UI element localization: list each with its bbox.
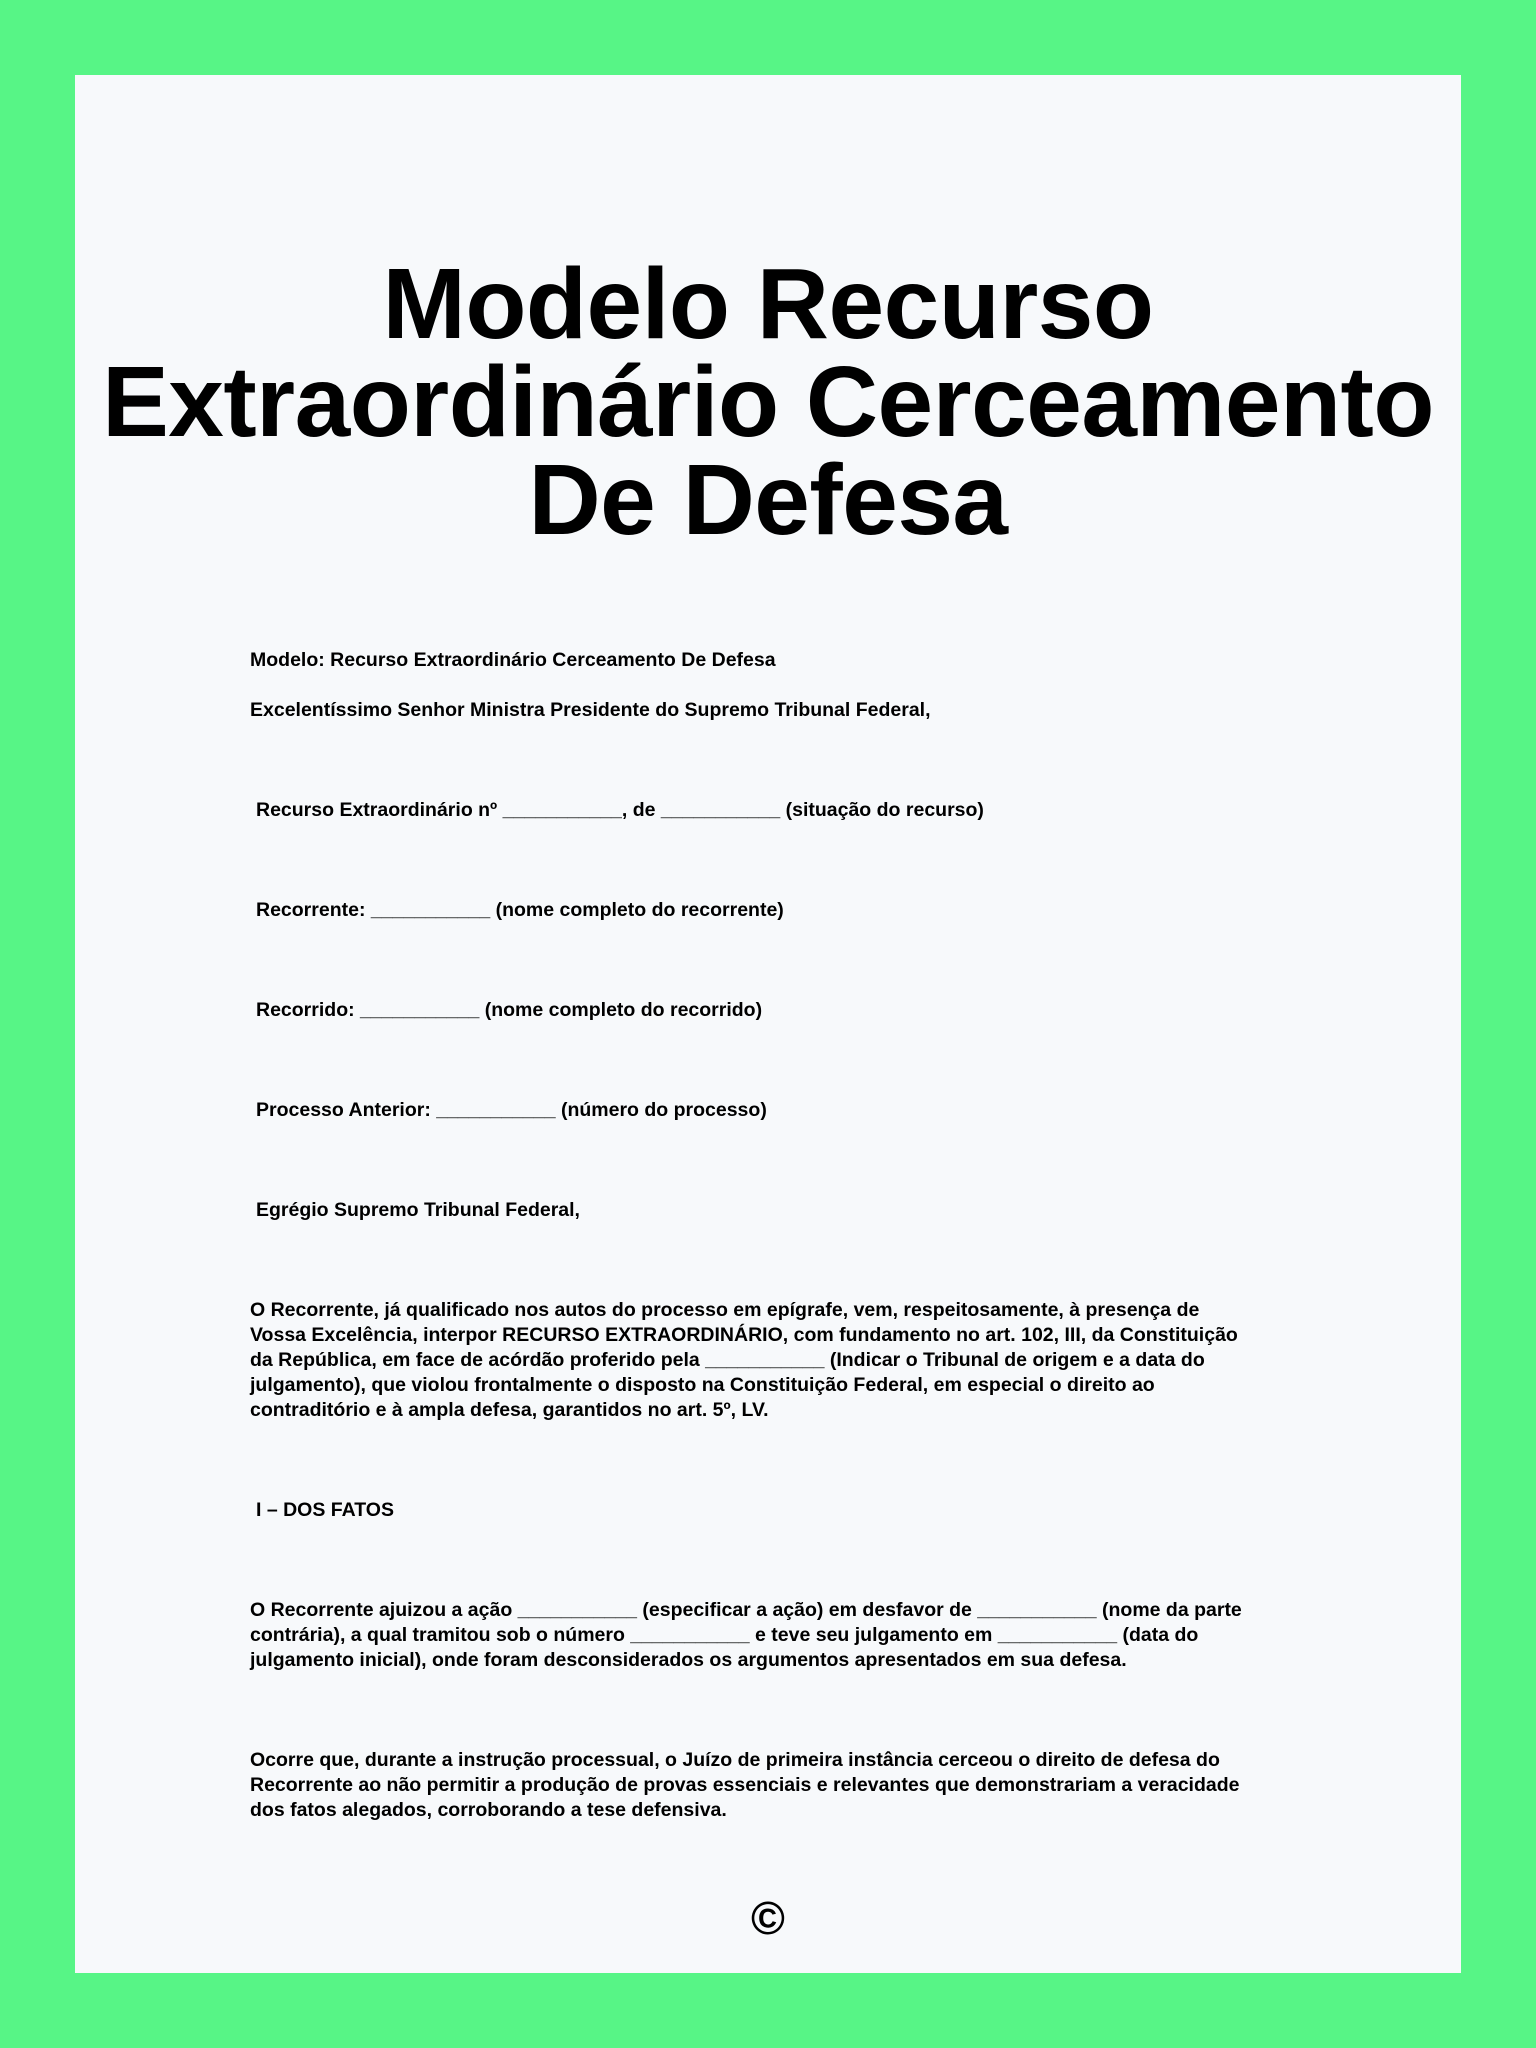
intro-line-2: Vossa Excelência, interpor RECURSO EXTRAORDINÁRIO, com fundamento no art. 102, III, da Constituição	[250, 1324, 1238, 1346]
salutation-line: Excelentíssimo Senhor Ministra Presidente do Supremo Tribunal Federal,	[250, 699, 931, 721]
model-header-line: Modelo: Recurso Extraordinário Cerceamento De Defesa	[250, 649, 776, 671]
title-line-3: De Defesa	[528, 444, 1008, 556]
facts2-line-1: Ocorre que, durante a instrução processual, o Juízo de primeira instância cerceou o direito de defesa do	[250, 1749, 1220, 1771]
section-heading-fatos: I – DOS FATOS	[256, 1499, 394, 1521]
facts-paragraph-1	[250, 1598, 1290, 1673]
facts-paragraph-2	[250, 1748, 1290, 1823]
facts1-line-1: O Recorrente ajuizou a ação ___________ (especificar a ação) em desfavor de ___________ (nome da parte	[250, 1599, 1242, 1621]
document-page	[75, 75, 1461, 1973]
facts2-line-3: dos fatos alegados, corroborando a tese defensiva.	[250, 1799, 727, 1821]
recorrente-field: Recorrente: ___________ (nome completo do recorrente)	[256, 899, 784, 921]
facts2-line-2: Recorrente ao não permitir a produção de provas essenciais e relevantes que demonstrariam a veracidade	[250, 1774, 1240, 1796]
facts1-line-3: julgamento inicial), onde foram desconsiderados os argumentos apresentados em sua defesa.	[250, 1649, 1127, 1671]
intro-line-4: julgamento), que violou frontalmente o disposto na Constituição Federal, em especial o direito ao	[250, 1374, 1155, 1396]
intro-line-1: O Recorrente, já qualificado nos autos do processo em epígrafe, vem, respeitosamente, à presença de	[250, 1299, 1200, 1321]
recorrido-field: Recorrido: ___________ (nome completo do recorrido)	[256, 999, 763, 1021]
title-line-2: Extraordinário Cerceamento	[102, 346, 1434, 458]
egregio-line: Egrégio Supremo Tribunal Federal,	[256, 1199, 580, 1221]
processo-anterior-field: Processo Anterior: ___________ (número do processo)	[256, 1099, 767, 1121]
intro-line-5: contraditório e à ampla defesa, garantidos no art. 5º, LV.	[250, 1399, 769, 1421]
intro-paragraph	[250, 1298, 1290, 1423]
facts1-line-2: contrária), a qual tramitou sob o número ___________ e teve seu julgamento em ___________ (data do	[250, 1624, 1199, 1646]
recurso-field: Recurso Extraordinário nº ___________, de ___________ (situação do recurso)	[256, 799, 984, 821]
title-line-1: Modelo Recurso	[382, 248, 1154, 360]
document-title	[75, 248, 1461, 556]
intro-line-3: da República, em face de acórdão proferido pela ___________ (Indicar o Tribunal de origem e a data do	[250, 1349, 1205, 1371]
copyright-icon: ©	[751, 1892, 785, 1944]
